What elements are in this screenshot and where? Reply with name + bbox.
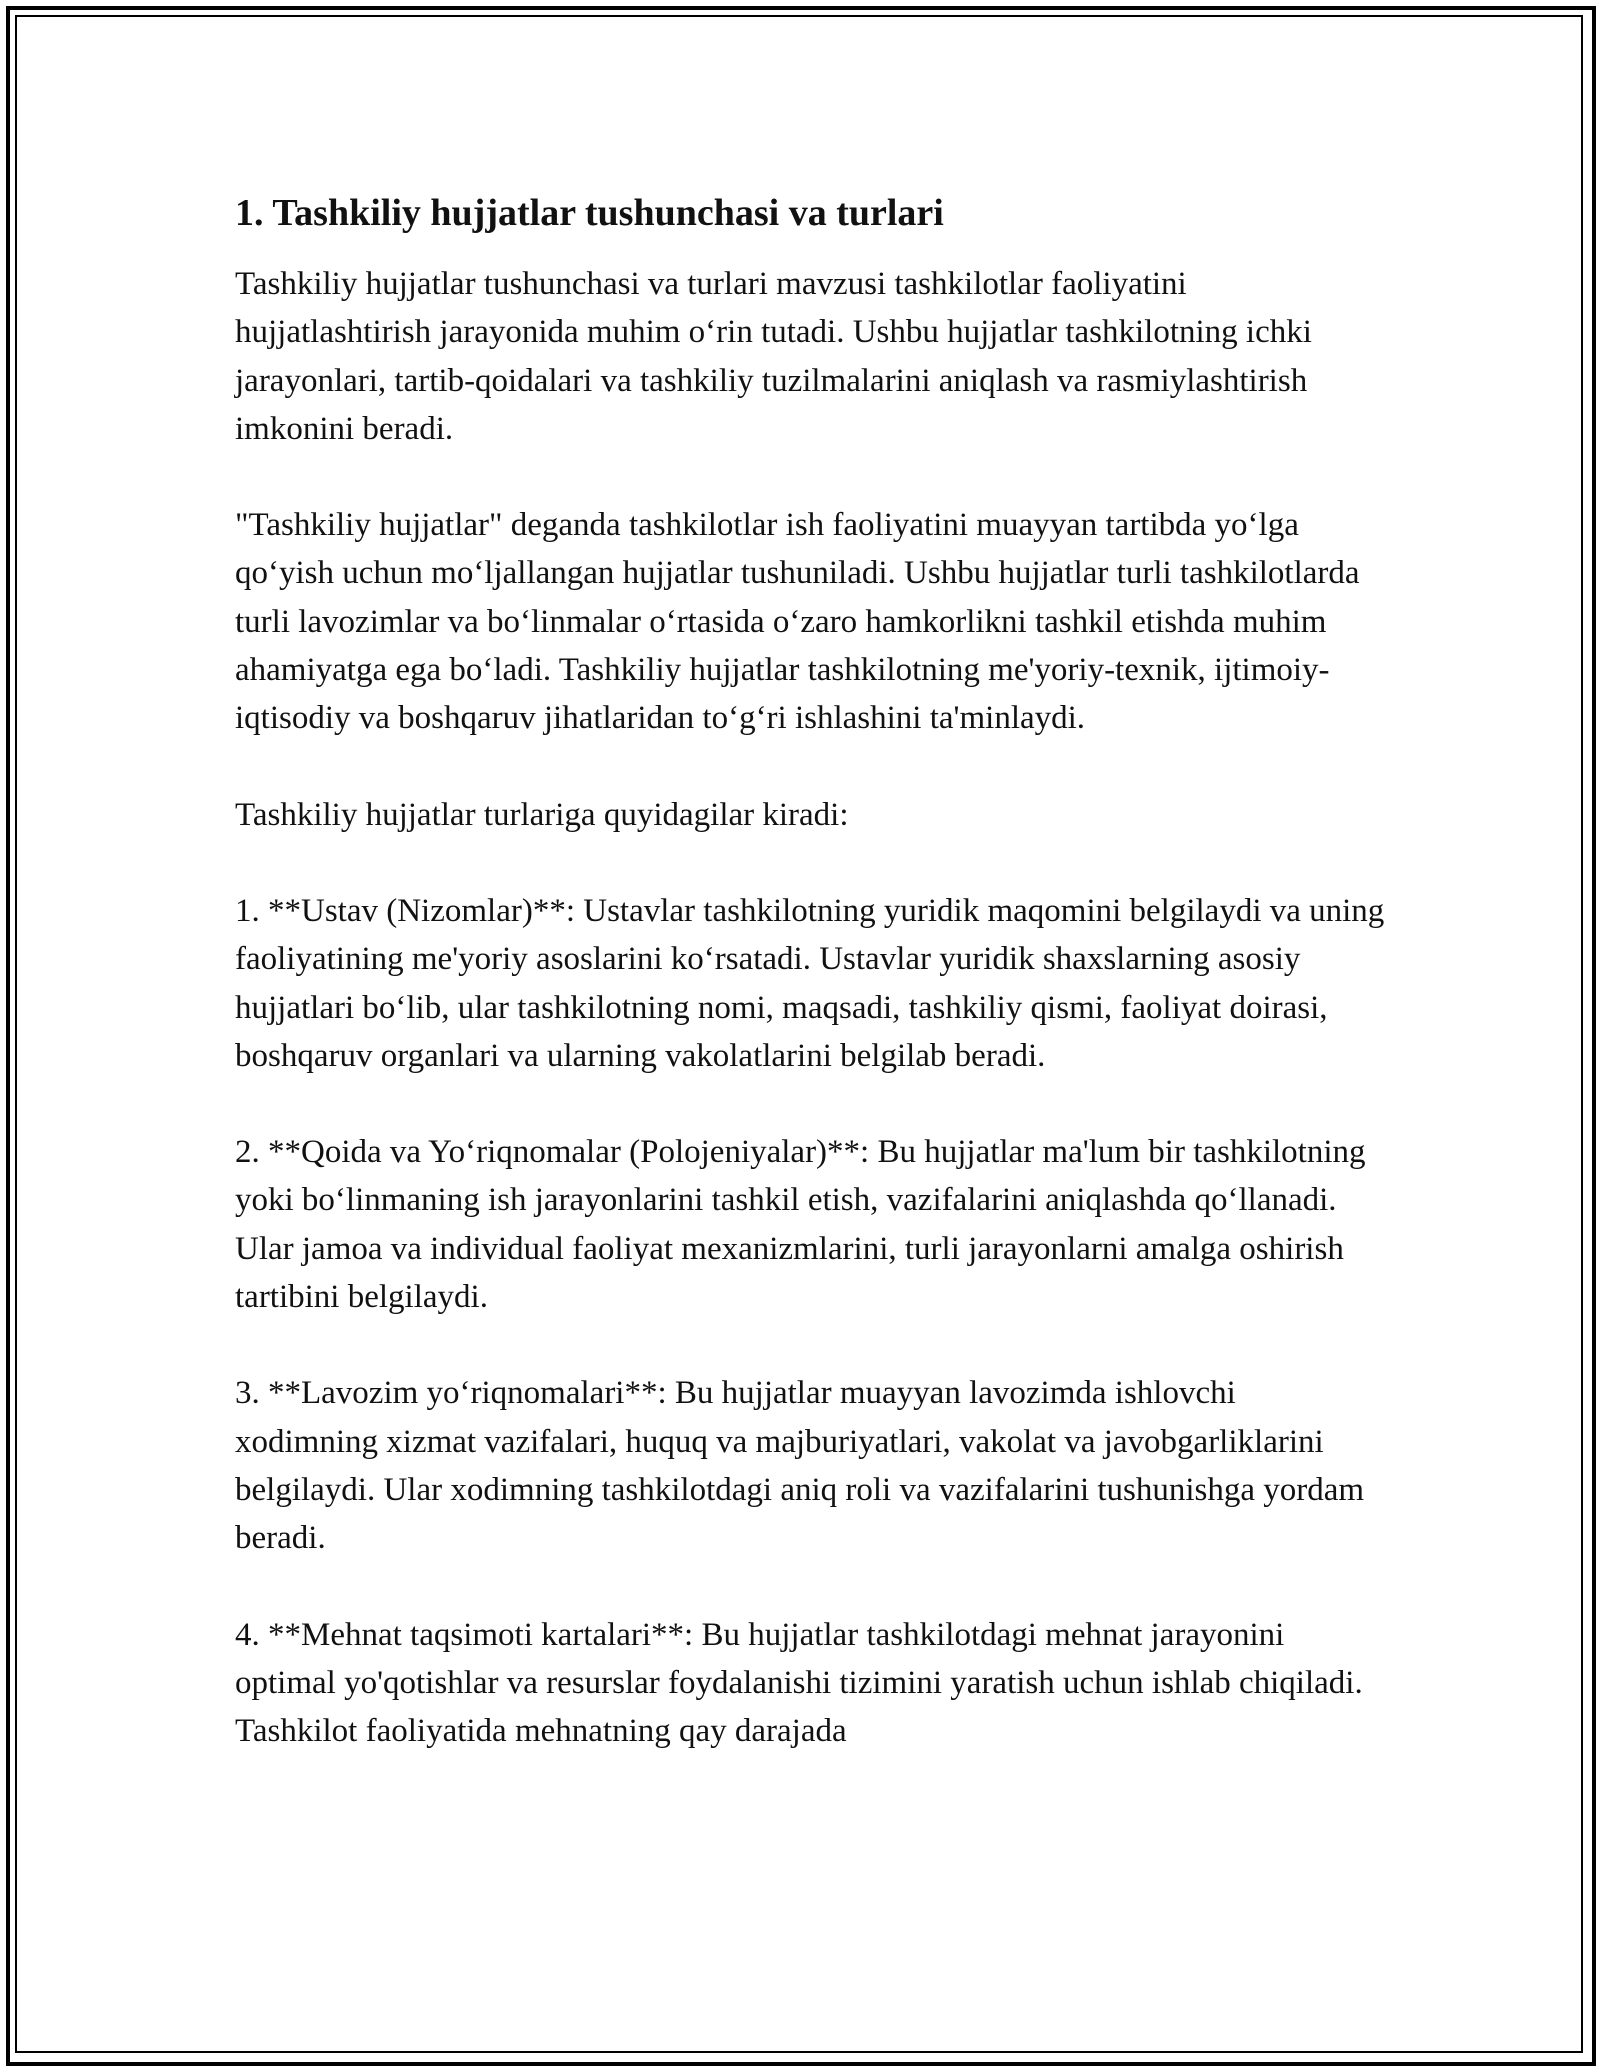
list-item-lavozim: 3. **Lavozim yo‘riqnomalari**: Bu hujjatlar muayyan lavozimda ishlovchi xodimning xizmat vazifalari, huquq va majburiyatlari, vakolat va javobgarliklarini belgilaydi. Ular xodimning tashkilotdagi aniq roli va vazifalarini tushunishga yordam beradi. xyxy=(235,1375,1365,1557)
list-item-mehnat: 4. **Mehnat taqsimoti kartalari**: Bu hujjatlar tashkilotdagi mehnat jarayonini optimal yo'qotishlar va resurslar foydalanishi tizimini yaratish uchun ishlab chiqiladi. Tashkilot faoliyatida mehnatning qay darajada xyxy=(235,1616,1363,1750)
intro-paragraph: Tashkiliy hujjatlar tushunchasi va turlari mavzusi tashkilotlar faoliyatini hujjatlashtirish jarayonida muhim o‘rin tutadi. Ushbu hujjatlar tashkilotning ichki jarayonlari, tartib-qoidalari va tashkiliy tuzilmalarini aniqlash va rasmiylashtirish imkonini beradi. xyxy=(235,266,1312,447)
types-intro-paragraph: Tashkiliy hujjatlar turlariga quyidagilar kiradi: xyxy=(235,796,849,833)
document-body xyxy=(235,188,1385,1755)
section-title: 1. Tashkiliy hujjatlar tushunchasi va turlari xyxy=(235,192,944,234)
list-item-qoida: 2. **Qoida va Yo‘riqnomalar (Polojeniyalar)**: Bu hujjatlar ma'lum bir tashkilotning yoki bo‘linmaning ish jarayonlarini tashkil etish, vazifalarini aniqlashda qo‘llanadi. Ular jamoa va individual faoliyat mexanizmlarini, turli jarayonlarni amalga oshirish tartibini belgilaydi. xyxy=(235,1134,1366,1316)
list-item-ustav: 1. **Ustav (Nizomlar)**: Ustavlar tashkilotning yuridik maqomini belgilaydi va uning faoliyatining me'yoriy asoslarini ko‘rsatadi. Ustavlar yuridik shaxslarning asosiy hujjatlari bo‘lib, ular tashkilotning nomi, maqsadi, tashkiliy qismi, faoliyat doirasi, boshqaruv organlari va ularning vakolatlarini belgilab beradi. xyxy=(235,892,1385,1074)
definition-paragraph: "Tashkiliy hujjatlar" deganda tashkilotlar ish faoliyatini muayyan tartibda yo‘lga qo‘yish uchun mo‘ljallangan hujjatlar tushuniladi. Ushbu hujjatlar turli tashkilotlarda turli lavozimlar va bo‘linmalar o‘rtasida o‘zaro hamkorlikni tashkil etishda muhim ahamiyatga ega bo‘ladi. Tashkiliy hujjatlar tashkilotning me'yoriy-texnik, ijtimoiy-iqtisodiy va boshqaruv jihatlaridan to‘g‘ri ishlashini ta'minlaydi. xyxy=(235,507,1360,737)
